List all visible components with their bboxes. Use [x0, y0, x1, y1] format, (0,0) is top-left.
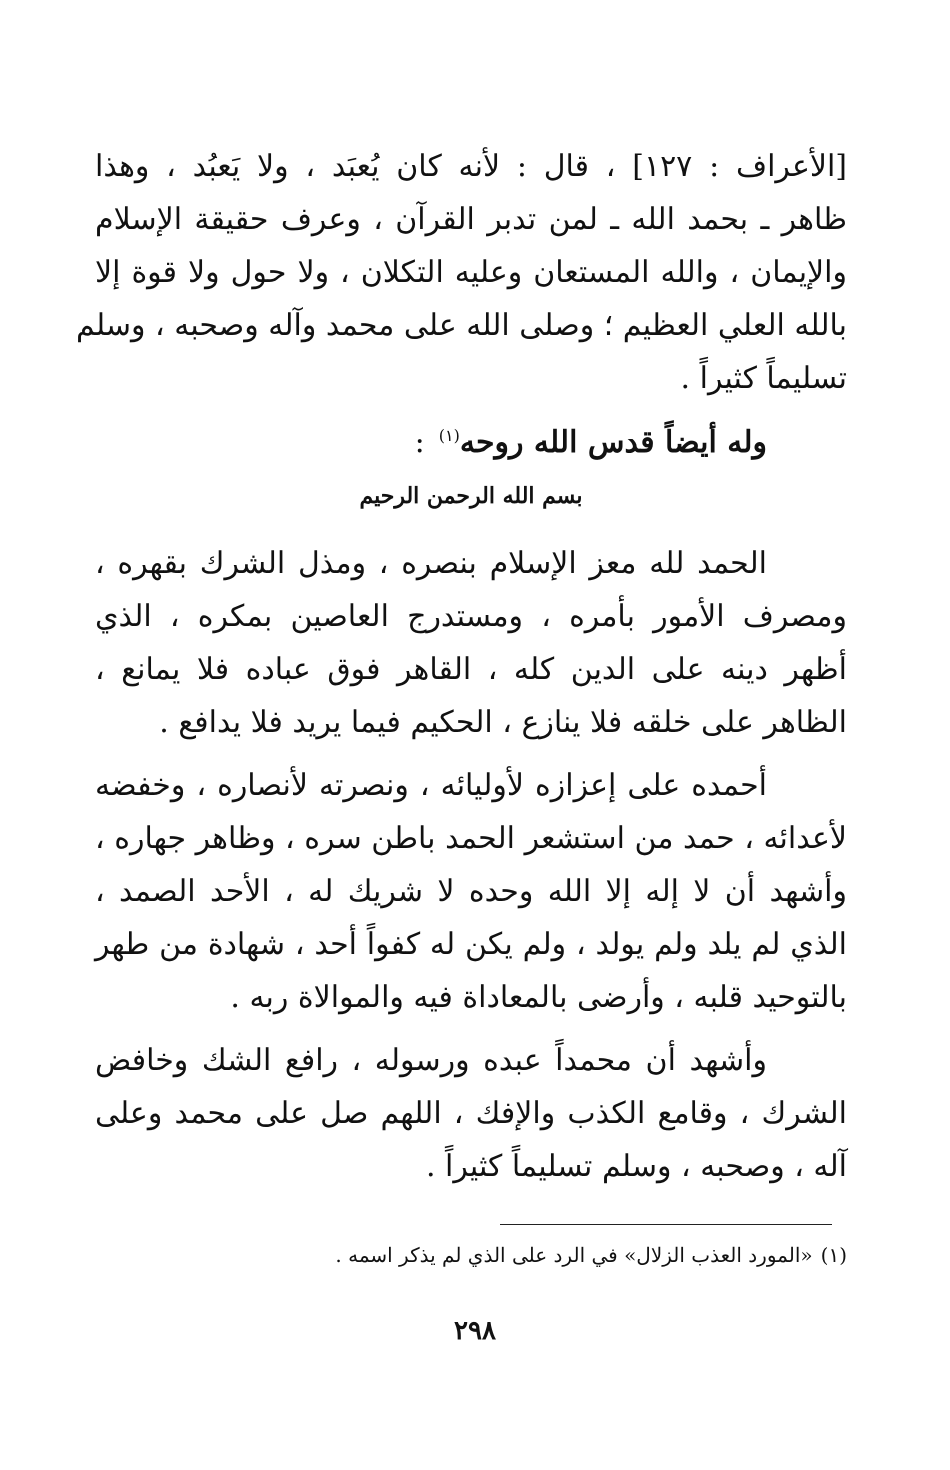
- paragraph-ahmaduhu: [95, 759, 847, 1024]
- heading-text: وله أيضاً قدس الله روحه: [459, 425, 767, 460]
- page-number: ٢٩٨: [454, 1316, 496, 1346]
- footnote-text: «المورد العذب الزلال» في الرد على الذي لم يذكر اسمه .: [335, 1243, 813, 1267]
- footnote-divider: [500, 1224, 832, 1225]
- text-line: تسليماً كثيراً .: [680, 361, 847, 396]
- text-line: وأشهد أن محمداً عبده ورسوله ، رافع الشك وخافض: [95, 1043, 767, 1078]
- text-line: الظاهر على خلقه فلا ينازع ، الحكيم فيما يريد فلا يدافع .: [159, 705, 847, 740]
- text-line: الذي لم يلد ولم يولد ، ولم يكن له كفواً أحد ، شهادة من طهر: [95, 927, 847, 962]
- text-line: ومصرف الأمور بأمره ، ومستدرج العاصين بمكره ، الذي: [95, 599, 847, 634]
- text-line: لأعدائه ، حمد من استشعر الحمد باطن سره ، وظاهر جهاره ،: [95, 821, 847, 856]
- footnote-marker: (١): [438, 426, 460, 445]
- text-line: ظاهر ـ بحمد الله ـ لمن تدبر القرآن ، وعرف حقيقة الإسلام: [95, 202, 847, 237]
- text-line: بالله العلي العظيم ؛ وصلى الله على محمد وآله وصحبه ، وسلم: [75, 308, 847, 343]
- text-line: أحمده على إعزازه لأوليائه ، ونصرته لأنصاره ، وخفضه: [95, 768, 767, 803]
- section-heading: [95, 409, 767, 469]
- text-line: آله ، وصحبه ، وسلم تسليماً كثيراً .: [425, 1149, 847, 1184]
- page-body: [75, 140, 847, 1193]
- paragraph-shahada: [95, 1034, 847, 1193]
- text-line: [الأعراف : ١٢٧] ، قال : لأنه كان يُعبَد ، ولا يَعبُد ، وهذا: [95, 149, 847, 184]
- text-line: والإيمان ، والله المستعان وعليه التكلان ، ولا حول ولا قوة إلا: [95, 255, 847, 290]
- text-line: الحمد لله معز الإسلام بنصره ، ومذل الشرك بقهره ،: [95, 546, 767, 581]
- heading-colon: :: [414, 425, 425, 460]
- text-line: الشرك ، وقامع الكذب والإفك ، اللهم صل على محمد وعلى: [95, 1096, 847, 1131]
- text-line: بالتوحيد قلبه ، وأرضى بالمعاداة فيه والموالاة ربه .: [230, 980, 847, 1015]
- footnote: [335, 1238, 847, 1272]
- footnote-number: (١): [820, 1243, 847, 1267]
- paragraph-continuation: [75, 140, 847, 405]
- text-line: أظهر دينه على الدين كله ، القاهر فوق عباده فلا يمانع ،: [95, 652, 847, 687]
- text-line: وأشهد أن لا إله إلا الله وحده لا شريك له ، الأحد الصمد ،: [95, 874, 847, 909]
- paragraph-praise: [95, 537, 847, 749]
- basmala: بسم الله الرحمن الرحيم: [359, 483, 583, 509]
